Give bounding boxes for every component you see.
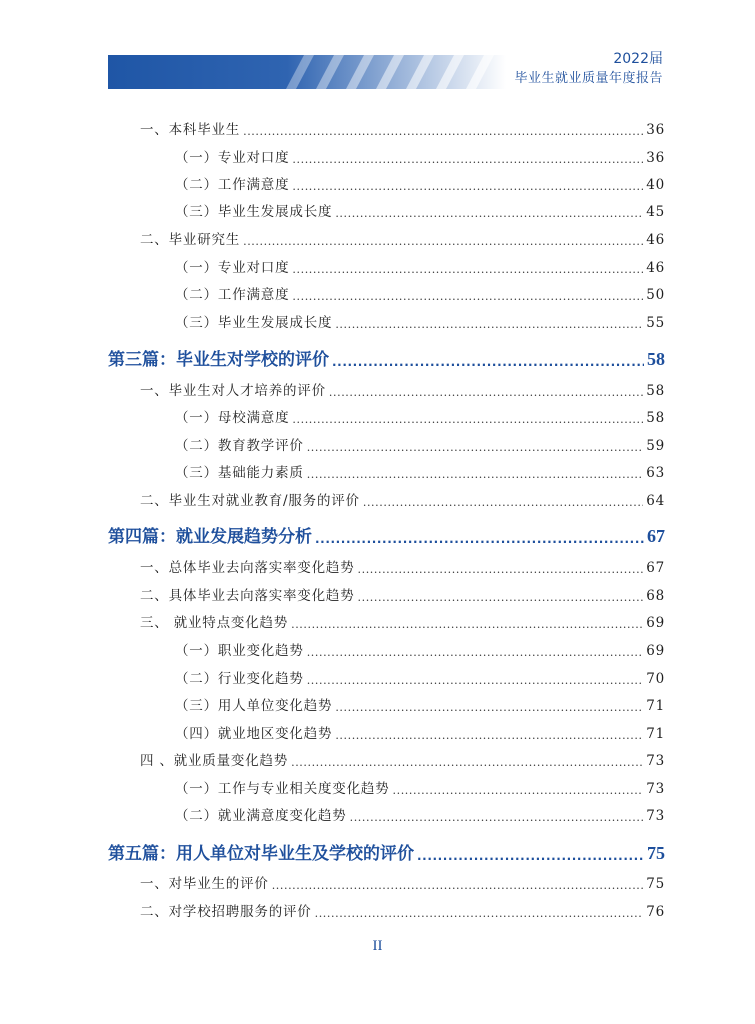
toc-dot-leader (335, 701, 643, 712)
toc-page-number: 67 (646, 560, 665, 576)
toc-page-number: 58 (646, 410, 665, 426)
toc-page-number: 50 (646, 287, 665, 303)
toc-page-number: 73 (646, 753, 665, 769)
toc-entry[interactable] (175, 311, 665, 331)
toc-entry[interactable] (175, 694, 665, 714)
toc-dot-leader (358, 563, 644, 574)
toc-entry-title: （三）用人单位变化趋势 (175, 698, 333, 714)
toc-page-number: 46 (646, 232, 665, 248)
toc-entry[interactable] (140, 749, 665, 769)
toc-section-entry[interactable] (108, 522, 665, 547)
toc-page-number: 69 (646, 643, 665, 659)
toc-dot-leader (363, 496, 643, 507)
toc-dot-leader (417, 849, 644, 861)
toc-entry-title: （四）就业地区变化趋势 (175, 726, 333, 742)
toc-page-number: 58 (647, 349, 665, 369)
toc-section-entry[interactable] (108, 839, 665, 864)
toc-entry-title: （二）工作满意度 (175, 287, 290, 303)
toc-page-number: 71 (646, 726, 665, 742)
toc-entry-title: 第三篇：毕业生对学校的评价 (108, 350, 329, 370)
toc-page-number: 59 (646, 438, 665, 454)
toc-page-number: 63 (646, 465, 665, 481)
toc-dot-leader (272, 879, 644, 890)
toc-page-number: 40 (646, 177, 665, 193)
toc-entry-title: （一）母校满意度 (175, 410, 290, 426)
toc-dot-leader (329, 386, 643, 397)
toc-entry-title: （三）毕业生发展成长度 (175, 315, 333, 331)
toc-entry-title: 二、毕业研究生 (140, 232, 241, 248)
toc-page-number: 58 (646, 383, 665, 399)
toc-page-number: 46 (646, 260, 665, 276)
toc-entry[interactable] (175, 461, 665, 481)
toc-entry-title: 三、 就业特点变化趋势 (140, 615, 289, 631)
toc-entry-title: 一、本科毕业生 (140, 122, 241, 138)
toc-entry-title: 二、毕业生对就业教育/服务的评价 (140, 493, 360, 509)
report-title: 毕业生就业质量年度报告 (514, 71, 663, 86)
toc-page-number: 45 (646, 204, 665, 220)
toc-entry-title: （一）专业对口度 (175, 260, 290, 276)
toc-entry-title: （三）基础能力素质 (175, 465, 304, 481)
toc-entry[interactable] (175, 256, 665, 276)
toc-dot-leader (350, 811, 644, 822)
page-number: II (372, 938, 383, 954)
toc-entry-title: （三）毕业生发展成长度 (175, 204, 333, 220)
toc-entry[interactable] (140, 489, 665, 509)
toc-dot-leader (307, 468, 644, 479)
toc-section-entry[interactable] (108, 345, 665, 370)
toc-page-number: 76 (646, 904, 665, 920)
toc-entry[interactable] (175, 667, 665, 687)
toc-dot-leader (292, 413, 643, 424)
report-header (514, 50, 663, 88)
toc-entry[interactable] (140, 900, 665, 920)
toc-entry-title: （二）工作满意度 (175, 177, 290, 193)
toc-entry-title: （二）就业满意度变化趋势 (175, 808, 347, 824)
toc-dot-leader (393, 784, 644, 795)
toc-dot-leader (307, 646, 644, 657)
toc-entry[interactable] (175, 434, 665, 454)
toc-dot-leader (292, 180, 643, 191)
toc-entry[interactable] (140, 584, 665, 604)
toc-entry[interactable] (175, 639, 665, 659)
toc-entry[interactable] (140, 228, 665, 248)
toc-dot-leader (307, 441, 644, 452)
toc-entry-title: 一、对毕业生的评价 (140, 876, 269, 892)
toc-entry-title: （二）行业变化趋势 (175, 671, 304, 687)
toc-entry[interactable] (140, 611, 665, 631)
toc-entry[interactable] (140, 872, 665, 892)
toc-entry-title: （一）工作与专业相关度变化趋势 (175, 781, 390, 797)
toc-dot-leader (291, 618, 643, 629)
toc-entry-title: 二、具体毕业去向落实率变化趋势 (140, 588, 355, 604)
toc-page-number: 68 (646, 588, 665, 604)
toc-entry[interactable] (175, 173, 665, 193)
toc-entry[interactable] (175, 406, 665, 426)
toc-page-number: 70 (646, 671, 665, 687)
toc-entry-title: （二）教育教学评价 (175, 438, 304, 454)
toc-page-number: 75 (646, 876, 665, 892)
toc-entry[interactable] (140, 118, 665, 138)
toc-entry-title: 一、毕业生对人才培养的评价 (140, 383, 326, 399)
toc-dot-leader (335, 729, 643, 740)
toc-dot-leader (315, 907, 644, 918)
toc-entry[interactable] (175, 146, 665, 166)
toc-entry[interactable] (140, 556, 665, 576)
toc-entry[interactable] (175, 777, 665, 797)
toc-dot-leader (335, 318, 643, 329)
header-decorative-band (108, 55, 506, 89)
toc-dot-leader (292, 153, 643, 164)
toc-dot-leader (315, 532, 644, 544)
toc-page-number: 55 (646, 315, 665, 331)
toc-entry-title: 四 、就业质量变化趋势 (140, 753, 289, 769)
toc-entry-title: 一、总体毕业去向落实率变化趋势 (140, 560, 355, 576)
toc-page-number: 75 (647, 843, 665, 863)
toc-dot-leader (291, 756, 643, 767)
toc-entry[interactable] (175, 804, 665, 824)
toc-dot-leader (332, 355, 644, 367)
report-year: 2022届 (613, 51, 663, 67)
toc-entry-title: （一）职业变化趋势 (175, 643, 304, 659)
toc-page-number: 73 (646, 808, 665, 824)
toc-dot-leader (243, 235, 643, 246)
toc-entry[interactable] (175, 722, 665, 742)
toc-page-number: 69 (646, 615, 665, 631)
toc-entry[interactable] (175, 200, 665, 220)
toc-dot-leader (292, 290, 643, 301)
toc-entry[interactable] (175, 283, 665, 303)
toc-dot-leader (307, 674, 644, 685)
toc-dot-leader (358, 591, 644, 602)
toc-page-number: 36 (646, 150, 665, 166)
toc-entry-title: （一）专业对口度 (175, 150, 290, 166)
toc-page-number: 67 (647, 526, 665, 546)
toc-entry-title: 第四篇：就业发展趋势分析 (108, 527, 312, 547)
toc-entry[interactable] (140, 379, 665, 399)
toc-page-number: 73 (646, 781, 665, 797)
toc-entry-title: 二、对学校招聘服务的评价 (140, 904, 312, 920)
toc-dot-leader (292, 263, 643, 274)
toc-dot-leader (243, 125, 643, 136)
toc-dot-leader (335, 207, 643, 218)
toc-page-number: 64 (646, 493, 665, 509)
toc-page-number: 36 (646, 122, 665, 138)
toc-entry-title: 第五篇：用人单位对毕业生及学校的评价 (108, 844, 414, 864)
toc-page-number: 71 (646, 698, 665, 714)
